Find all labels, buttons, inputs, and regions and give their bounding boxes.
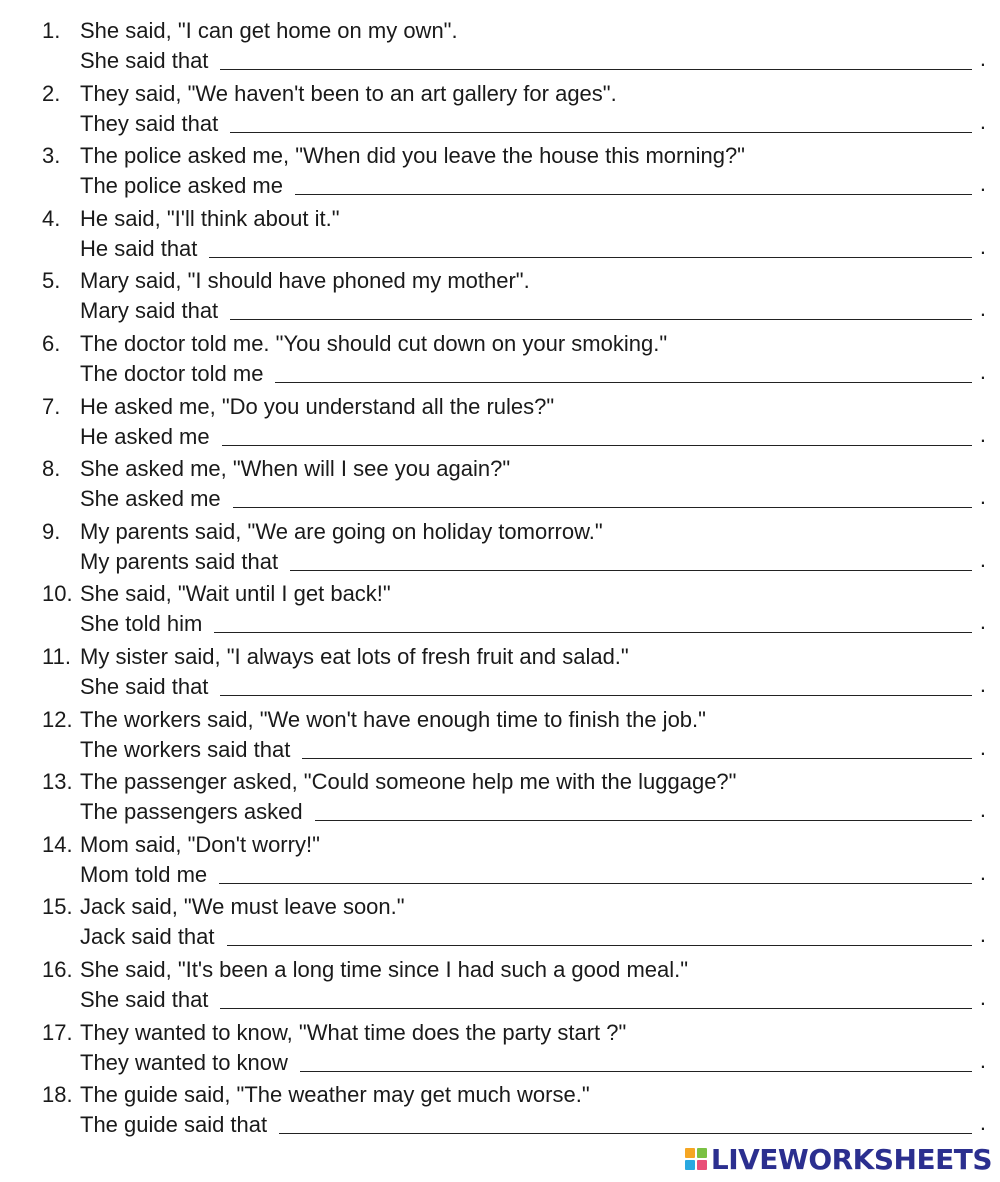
question-line [42, 767, 736, 797]
answer-line [80, 296, 986, 326]
question-number: 2. [42, 80, 61, 106]
answer-line [80, 1110, 986, 1140]
question-item [0, 1078, 1000, 1141]
question-line [42, 204, 340, 234]
question-text: He said, "I'll think about it." [80, 205, 340, 231]
answer-period: . [979, 484, 986, 510]
answer-period: . [979, 296, 986, 322]
answer-prefix: She said that [80, 986, 209, 1012]
answer-prefix: Mom told me [80, 861, 208, 887]
answer-prefix: Mary said that [80, 298, 219, 324]
question-line [42, 517, 603, 547]
answer-prefix: She asked me [80, 486, 221, 512]
question-text: They wanted to know, "What time does the party start ?" [80, 1019, 627, 1045]
worksheet [0, 14, 1000, 1141]
answer-input[interactable] [219, 859, 972, 884]
answer-prefix: The passengers asked [80, 799, 303, 825]
question-number: 10. [42, 581, 73, 607]
answer-line [80, 985, 986, 1015]
question-item [0, 77, 1000, 140]
question-line [42, 79, 617, 109]
answer-line [80, 797, 986, 827]
answer-period: . [979, 984, 986, 1010]
answer-line [80, 422, 986, 452]
answer-input[interactable] [222, 421, 972, 446]
question-number: 9. [42, 518, 61, 544]
question-number: 6. [42, 330, 61, 356]
answer-input[interactable] [214, 608, 972, 633]
question-item [0, 577, 1000, 640]
question-number: 4. [42, 205, 61, 231]
answer-line [80, 46, 986, 76]
logo-mark-icon [685, 1148, 707, 1170]
logo-square-3 [685, 1160, 695, 1170]
answer-input[interactable] [302, 734, 972, 759]
answer-input[interactable] [315, 796, 972, 821]
question-number: 8. [42, 456, 61, 482]
question-item [0, 327, 1000, 390]
answer-prefix: He said that [80, 235, 198, 261]
answer-period: . [979, 108, 986, 134]
answer-prefix: They wanted to know [80, 1049, 288, 1075]
answer-input[interactable] [275, 358, 972, 383]
question-line [42, 141, 745, 171]
question-line [42, 329, 667, 359]
answer-prefix: The doctor told me [80, 360, 264, 386]
answer-period: . [979, 546, 986, 572]
question-item [0, 139, 1000, 202]
question-line [42, 266, 530, 296]
answer-line [80, 1048, 986, 1078]
question-item [0, 264, 1000, 327]
question-text: They said, "We haven't been to an art gallery for ages". [80, 80, 617, 106]
question-number: 3. [42, 143, 61, 169]
question-line [42, 642, 629, 672]
answer-line [80, 359, 986, 389]
answer-prefix: The guide said that [80, 1112, 268, 1138]
answer-period: . [979, 609, 986, 635]
answer-prefix: She said that [80, 673, 209, 699]
answer-period: . [979, 734, 986, 760]
question-line [42, 454, 510, 484]
answer-line [80, 672, 986, 702]
question-item [0, 828, 1000, 891]
answer-line [80, 109, 986, 139]
answer-input[interactable] [295, 170, 972, 195]
answer-period: . [979, 358, 986, 384]
logo-square-2 [697, 1148, 707, 1158]
question-text: The guide said, "The weather may get much worse." [80, 1082, 590, 1108]
answer-line [80, 171, 986, 201]
question-line [42, 705, 706, 735]
answer-period: . [979, 797, 986, 823]
question-line [42, 579, 391, 609]
question-number: 7. [42, 393, 61, 419]
answer-prefix: The workers said that [80, 736, 291, 762]
question-line [42, 392, 554, 422]
answer-period: . [979, 233, 986, 259]
question-text: The doctor told me. "You should cut down on your smoking." [80, 330, 668, 356]
question-number: 12. [42, 706, 73, 732]
answer-line [80, 609, 986, 639]
answer-input[interactable] [209, 233, 972, 258]
answer-prefix: The police asked me [80, 173, 283, 199]
question-item [0, 703, 1000, 766]
question-text: She said, "I can get home on my own". [80, 18, 458, 43]
answer-period: . [979, 46, 986, 71]
answer-period: . [979, 171, 986, 197]
answer-line [80, 922, 986, 952]
answer-line [80, 547, 986, 577]
answer-input[interactable] [220, 984, 972, 1009]
logo-square-4 [697, 1160, 707, 1170]
answer-input[interactable] [300, 1047, 972, 1072]
question-number: 16. [42, 956, 73, 982]
answer-prefix: He asked me [80, 423, 210, 449]
answer-prefix: She told him [80, 611, 203, 637]
answer-input[interactable] [227, 921, 972, 946]
question-item [0, 640, 1000, 703]
answer-prefix: Jack said that [80, 924, 215, 950]
answer-prefix: They said that [80, 110, 219, 136]
answer-input[interactable] [230, 108, 972, 133]
question-item [0, 890, 1000, 953]
question-item [0, 390, 1000, 453]
question-number: 13. [42, 769, 73, 795]
question-text: The workers said, "We won't have enough time to finish the job." [80, 706, 706, 732]
question-line [42, 892, 405, 922]
question-line [42, 1080, 590, 1110]
question-text: She said, "Wait until I get back!" [80, 581, 391, 607]
answer-period: . [979, 421, 986, 447]
liveworksheets-logo [685, 1144, 992, 1174]
answer-input[interactable] [230, 295, 972, 320]
question-line [42, 830, 320, 860]
answer-input[interactable] [233, 483, 972, 508]
answer-input[interactable] [279, 1109, 972, 1134]
question-text: She asked me, "When will I see you again?" [80, 456, 511, 482]
answer-line [80, 484, 986, 514]
question-number: 5. [42, 268, 61, 294]
question-text: He asked me, "Do you understand all the rules?" [80, 393, 555, 419]
answer-period: . [979, 1110, 986, 1136]
question-number: 14. [42, 831, 73, 857]
question-item [0, 953, 1000, 1016]
question-line [42, 1018, 626, 1048]
question-item [0, 452, 1000, 515]
question-item [0, 515, 1000, 578]
question-number: 18. [42, 1082, 73, 1108]
question-item [0, 765, 1000, 828]
question-number: 11. [42, 643, 71, 669]
answer-period: . [979, 859, 986, 885]
question-line [42, 955, 688, 985]
question-text: Mom said, "Don't worry!" [80, 831, 320, 857]
logo-text: LIVEWORKSHEETS [710, 1142, 992, 1176]
answer-prefix: My parents said that [80, 548, 279, 574]
answer-period: . [979, 1047, 986, 1073]
question-item [0, 202, 1000, 265]
question-item [0, 14, 1000, 77]
question-line [42, 16, 458, 46]
answer-input[interactable] [220, 45, 972, 70]
logo-square-1 [685, 1148, 695, 1158]
question-text: She said, "It's been a long time since I had such a good meal." [80, 956, 689, 982]
question-text: My sister said, "I always eat lots of fresh fruit and salad." [80, 643, 629, 669]
question-text: The passenger asked, "Could someone help me with the luggage?" [80, 769, 737, 795]
answer-line [80, 735, 986, 765]
question-item [0, 1016, 1000, 1079]
answer-period: . [979, 922, 986, 948]
answer-period: . [979, 671, 986, 697]
question-number: 17. [42, 1019, 73, 1045]
question-text: Mary said, "I should have phoned my mother". [80, 268, 530, 294]
question-text: The police asked me, "When did you leave the house this morning?" [80, 143, 745, 169]
answer-line [80, 860, 986, 890]
answer-input[interactable] [220, 671, 972, 696]
question-number: 1. [42, 18, 61, 43]
question-number: 15. [42, 894, 73, 920]
answer-line [80, 234, 986, 264]
question-text: My parents said, "We are going on holiday tomorrow." [80, 518, 603, 544]
question-text: Jack said, "We must leave soon." [80, 894, 405, 920]
answer-prefix: She said that [80, 48, 209, 73]
answer-input[interactable] [290, 546, 972, 571]
